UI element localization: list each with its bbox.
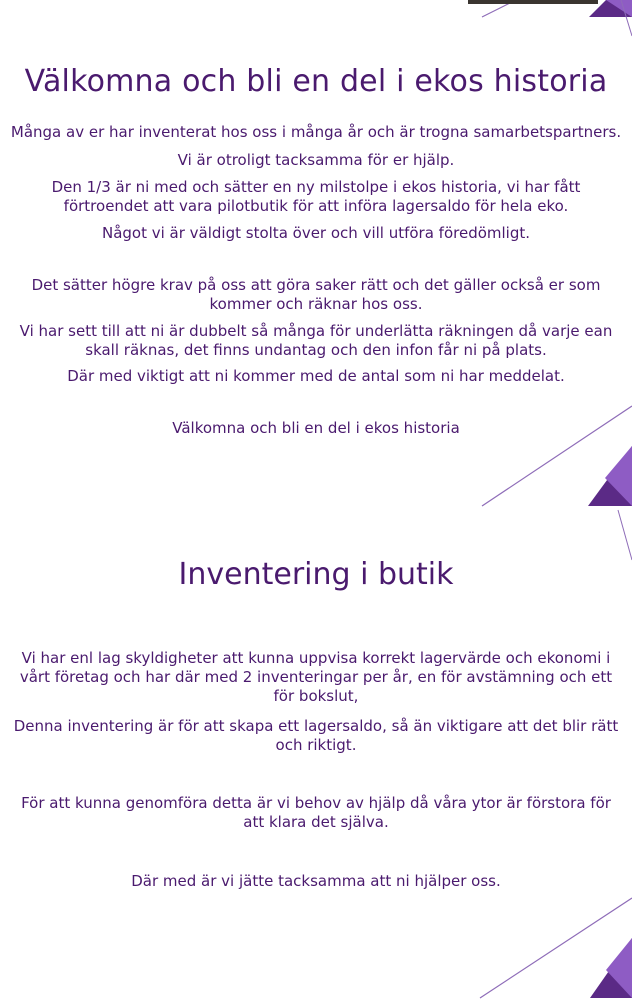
slide1-paragraph: Där med viktigt att ni kommer med de antal som ni har meddelat. bbox=[67, 367, 565, 385]
slide1-title: Välkomna och bli en del i ekos historia bbox=[24, 64, 608, 99]
slide1-paragraph: Den 1/3 är ni med och sätter en ny milstolpe i ekos historia, vi har fått förtroendet att vara pilotbutik för att införa lagersaldo för hela eko. bbox=[51, 178, 581, 215]
slide1-paragraph: Många av er har inventerat hos oss i många år och är trogna samarbetspartners. bbox=[10, 123, 622, 141]
slide2-paragraph: Där med är vi jätte tacksamma att ni hjälper oss. bbox=[131, 872, 501, 890]
slide-inventory bbox=[0, 510, 632, 1000]
slide1-paragraph: Något vi är väldigt stolta över och vill utföra föredömligt. bbox=[101, 224, 531, 242]
slide1-paragraph: Vi har sett till att ni är dubbelt så många för underlätta räkningen då varje ean skall räknas, det finns undantag och den infon får ni på plats. bbox=[19, 322, 613, 359]
slide1-closing: Välkomna och bli en del i ekos historia bbox=[172, 419, 460, 437]
slide2-paragraph: Denna inventering är för att skapa ett lagersaldo, så än viktigare att det blir rätt och riktigt. bbox=[13, 717, 619, 754]
slide2-title: Inventering i butik bbox=[178, 557, 454, 592]
slide2-paragraph: Vi har enl lag skyldigheter att kunna uppvisa korrekt lagervärde och ekonomi i vårt företag och har där med 2 inventeringar per år, en för avstämning och ett för bokslut, bbox=[19, 649, 613, 705]
slide2-paragraph: För att kunna genomföra detta är vi behov av hjälp då våra ytor är förstora för att klara det själva. bbox=[21, 794, 611, 831]
slide1-paragraph: Det sätter högre krav på oss att göra saker rätt och det gäller också er som kommer och räknar hos oss. bbox=[31, 276, 601, 313]
slide1-paragraph: Vi är otroligt tacksamma för er hjälp. bbox=[177, 151, 455, 169]
